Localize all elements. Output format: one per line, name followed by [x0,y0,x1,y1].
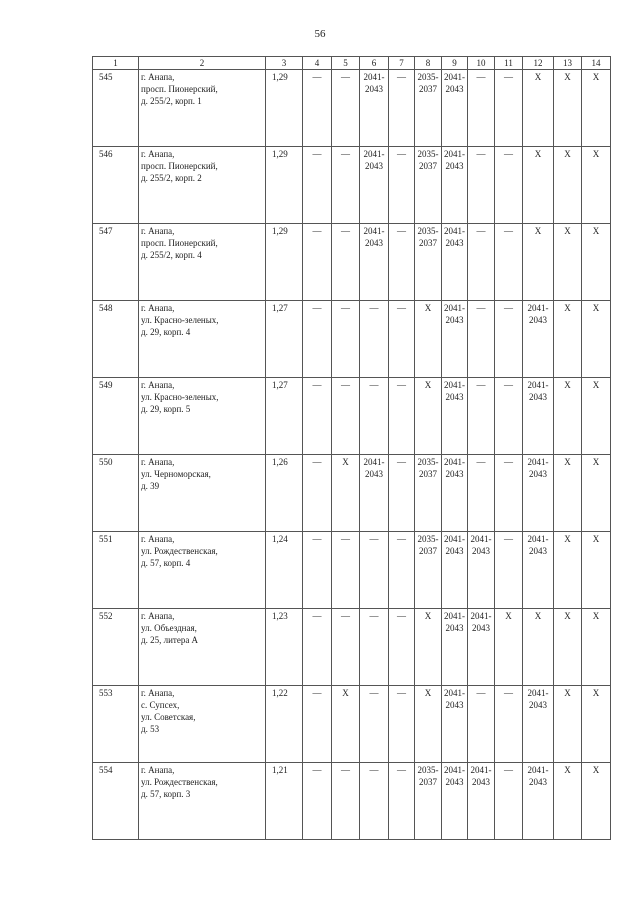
col-11-cell: — [495,224,523,301]
col-6-cell: — [360,763,389,840]
address-cell: г. Анапа, просп. Пионерский, д. 255/2, корп. 2 [139,147,266,224]
column-header-11: 11 [495,57,523,70]
row-number-cell: 545 [93,70,139,147]
page-number: 56 [314,28,326,40]
col-8-cell: 2035- 2037 [415,147,442,224]
col-13-cell: X [554,147,582,224]
value-cell: 1,29 [266,70,303,147]
col-5-cell: — [332,70,360,147]
col-12-cell: 2041- 2043 [523,301,554,378]
col-5-cell: — [332,147,360,224]
col-11-cell: — [495,70,523,147]
col-9-cell: 2041- 2043 [442,378,468,455]
col-6-cell: — [360,609,389,686]
col-10-cell: — [468,455,495,532]
row-number-cell: 549 [93,378,139,455]
col-9-cell: 2041- 2043 [442,763,468,840]
value-cell: 1,24 [266,532,303,609]
col-12-cell: X [523,224,554,301]
col-14-cell: X [582,224,611,301]
col-8-cell: 2035- 2037 [415,763,442,840]
address-cell: г. Анапа, просп. Пионерский, д. 255/2, корп. 4 [139,224,266,301]
col-11-cell: — [495,378,523,455]
col-5-cell: — [332,532,360,609]
col-4-cell: — [303,301,332,378]
col-13-cell: X [554,609,582,686]
column-header-7: 7 [389,57,415,70]
address-cell: г. Анапа, ул. Красно-зеленых, д. 29, корп. 5 [139,378,266,455]
col-8-cell: 2035- 2037 [415,532,442,609]
col-13-cell: X [554,378,582,455]
col-4-cell: — [303,763,332,840]
address-cell: г. Анапа, просп. Пионерский, д. 255/2, корп. 1 [139,70,266,147]
col-12-cell: 2041- 2043 [523,378,554,455]
col-12-cell: X [523,609,554,686]
col-8-cell: X [415,378,442,455]
column-header-3: 3 [266,57,303,70]
value-cell: 1,22 [266,686,303,763]
table-row [93,378,611,455]
value-cell: 1,23 [266,609,303,686]
col-8-cell: 2035- 2037 [415,70,442,147]
col-5-cell: — [332,378,360,455]
col-13-cell: X [554,686,582,763]
value-cell: 1,29 [266,147,303,224]
address-cell: г. Анапа, с. Супсех, ул. Советская, д. 53 [139,686,266,763]
column-header-1: 1 [93,57,139,70]
col-6-cell: 2041- 2043 [360,70,389,147]
col-14-cell: X [582,378,611,455]
col-7-cell: — [389,686,415,763]
col-13-cell: X [554,70,582,147]
col-12-cell: X [523,147,554,224]
col-9-cell: 2041- 2043 [442,686,468,763]
table-row [93,224,611,301]
col-5-cell: — [332,301,360,378]
col-9-cell: 2041- 2043 [442,147,468,224]
col-7-cell: — [389,763,415,840]
col-12-cell: 2041- 2043 [523,532,554,609]
col-4-cell: — [303,224,332,301]
col-14-cell: X [582,455,611,532]
column-header-8: 8 [415,57,442,70]
col-6-cell: — [360,686,389,763]
col-7-cell: — [389,301,415,378]
table-row [93,70,611,147]
col-4-cell: — [303,70,332,147]
col-10-cell: — [468,686,495,763]
column-header-6: 6 [360,57,389,70]
col-9-cell: 2041- 2043 [442,301,468,378]
col-13-cell: X [554,532,582,609]
col-10-cell: — [468,70,495,147]
col-12-cell: 2041- 2043 [523,686,554,763]
col-9-cell: 2041- 2043 [442,609,468,686]
col-5-cell: X [332,455,360,532]
col-14-cell: X [582,686,611,763]
col-10-cell: — [468,301,495,378]
column-header-13: 13 [554,57,582,70]
col-14-cell: X [582,70,611,147]
col-10-cell: — [468,378,495,455]
col-9-cell: 2041- 2043 [442,70,468,147]
table-row [93,455,611,532]
address-cell: г. Анапа, ул. Объездная, д. 25, литера А [139,609,266,686]
data-table [92,56,611,840]
row-number-cell: 548 [93,301,139,378]
col-7-cell: — [389,224,415,301]
col-7-cell: — [389,378,415,455]
row-number-cell: 552 [93,609,139,686]
col-13-cell: X [554,224,582,301]
table-row [93,147,611,224]
col-13-cell: X [554,301,582,378]
col-11-cell: — [495,301,523,378]
col-7-cell: — [389,532,415,609]
row-number-cell: 553 [93,686,139,763]
address-cell: г. Анапа, ул. Рождественская, д. 57, корп. 4 [139,532,266,609]
col-4-cell: — [303,378,332,455]
col-11-cell: — [495,763,523,840]
col-4-cell: — [303,686,332,763]
col-12-cell: 2041- 2043 [523,455,554,532]
col-7-cell: — [389,609,415,686]
column-header-4: 4 [303,57,332,70]
col-7-cell: — [389,147,415,224]
col-8-cell: 2035- 2037 [415,455,442,532]
column-header-14: 14 [582,57,611,70]
col-14-cell: X [582,609,611,686]
table-row [93,532,611,609]
col-5-cell: — [332,224,360,301]
col-14-cell: X [582,147,611,224]
col-6-cell: 2041- 2043 [360,455,389,532]
col-9-cell: 2041- 2043 [442,532,468,609]
col-14-cell: X [582,532,611,609]
col-6-cell: 2041- 2043 [360,147,389,224]
address-cell: г. Анапа, ул. Рождественская, д. 57, корп. 3 [139,763,266,840]
table-row [93,686,611,763]
row-number-cell: 554 [93,763,139,840]
col-9-cell: 2041- 2043 [442,224,468,301]
col-14-cell: X [582,763,611,840]
table-row [93,609,611,686]
row-number-cell: 546 [93,147,139,224]
col-4-cell: — [303,609,332,686]
column-header-10: 10 [468,57,495,70]
column-header-12: 12 [523,57,554,70]
col-11-cell: — [495,455,523,532]
col-6-cell: — [360,378,389,455]
col-10-cell: 2041- 2043 [468,609,495,686]
col-8-cell: X [415,686,442,763]
col-4-cell: — [303,532,332,609]
col-10-cell: 2041- 2043 [468,532,495,609]
value-cell: 1,21 [266,763,303,840]
row-number-cell: 547 [93,224,139,301]
col-6-cell: 2041- 2043 [360,224,389,301]
col-11-cell: X [495,609,523,686]
col-11-cell: — [495,147,523,224]
col-11-cell: — [495,686,523,763]
address-cell: г. Анапа, ул. Черноморская, д. 39 [139,455,266,532]
col-13-cell: X [554,455,582,532]
col-9-cell: 2041- 2043 [442,455,468,532]
col-5-cell: — [332,763,360,840]
column-header-2: 2 [139,57,266,70]
value-cell: 1,27 [266,301,303,378]
column-header-9: 9 [442,57,468,70]
col-5-cell: — [332,609,360,686]
col-10-cell: — [468,147,495,224]
header-row [93,57,611,70]
col-7-cell: — [389,70,415,147]
col-13-cell: X [554,763,582,840]
col-8-cell: X [415,301,442,378]
col-11-cell: — [495,532,523,609]
col-8-cell: 2035- 2037 [415,224,442,301]
column-header-5: 5 [332,57,360,70]
col-5-cell: X [332,686,360,763]
col-14-cell: X [582,301,611,378]
col-4-cell: — [303,455,332,532]
col-8-cell: X [415,609,442,686]
address-cell: г. Анапа, ул. Красно-зеленых, д. 29, корп. 4 [139,301,266,378]
col-7-cell: — [389,455,415,532]
col-4-cell: — [303,147,332,224]
col-6-cell: — [360,532,389,609]
col-10-cell: 2041- 2043 [468,763,495,840]
row-number-cell: 551 [93,532,139,609]
col-12-cell: X [523,70,554,147]
col-10-cell: — [468,224,495,301]
row-number-cell: 550 [93,455,139,532]
value-cell: 1,26 [266,455,303,532]
table-row [93,301,611,378]
table-row [93,763,611,840]
col-12-cell: 2041- 2043 [523,763,554,840]
value-cell: 1,29 [266,224,303,301]
value-cell: 1,27 [266,378,303,455]
col-6-cell: — [360,301,389,378]
